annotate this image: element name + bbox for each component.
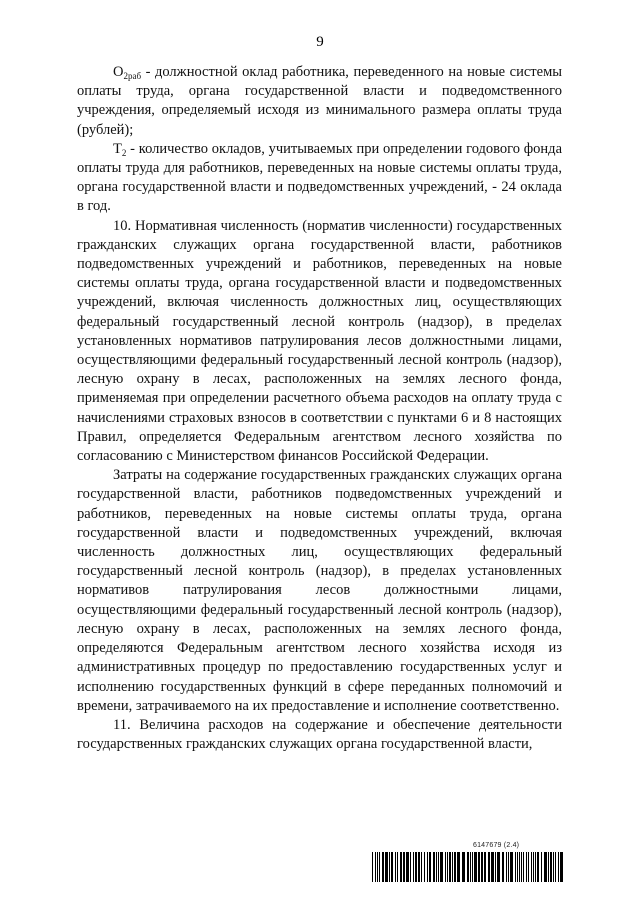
barcode-bar [406,852,409,882]
barcode-bar [379,852,380,882]
barcode-bar [555,852,556,882]
paragraph-section-11: 11. Величина расходов на содержание и обеспечение деятельности государственных гражданских служащих органа государственной власти, [77,716,562,753]
paragraph-section-10: 10. Нормативная численность (норматив численности) государственных гражданских служащих органа государственной власти, работников подведомственных учреждений и работников, переведенных на новые системы оплаты труда, органа государственной власти и подведомственных учреждений, включая численность должностных лиц, осуществляющих федеральный государственный лесной контроль (надзор), в пределах установленных нормативов патрулирования лесов должностными лицами, осуществляющими федеральный государственный лесной контроль (надзор), лесную охрану в лесах, расположенных на землях лесного фонда, применяемая при определении расчетного объема расходов на оплату труда с начислениями страховых взносов в соответствии с пунктами 6 и 8 настоящих Правил, определяется Федеральным агентством лесного хозяйства по согласованию с Министерством финансов Российской Федерации. [77,217,562,465]
page-number: 9 [316,34,324,50]
barcode-bar [515,852,516,882]
barcode-bar [550,852,552,882]
barcode-bar [533,852,534,882]
barcode-bar [457,852,460,882]
barcode-bar [372,852,373,882]
barcode-bar [418,852,420,882]
barcode-bar [537,852,539,882]
barcode-bar [474,852,477,882]
document-body [77,63,562,754]
barcode-bar [452,852,453,882]
barcode-bar [385,852,388,882]
barcode-bar [436,852,437,882]
barcode-bar [427,852,428,882]
barcode-bar [517,852,518,882]
barcode-bar [502,852,504,882]
barcode-bar [410,852,411,882]
barcode-bar [560,852,563,882]
barcode-bar [377,852,378,882]
barcode-bar [454,852,456,882]
barcode-bar [403,852,405,882]
barcode-code: 6147679 (2.4) [473,842,520,849]
barcode-bar [421,852,422,882]
barcode-bar [491,852,494,882]
barcode-bar [526,852,527,882]
barcode-bar [470,852,471,882]
paragraph-text: - количество окладов, учитываемых при определении годового фонда оплаты труда для работников, переведенных на новые системы оплаты труда, органа государственной власти и подведомственных учреждений, - 24 оклада в год. [77,140,562,215]
barcode-bar [506,852,507,882]
barcode-bar [375,852,376,882]
barcode-bar [528,852,529,882]
barcode-bar [558,852,559,882]
barcode-bar [553,852,554,882]
barcode-bar [519,852,520,882]
barcode-bar [440,852,443,882]
barcode-bar [449,852,451,882]
barcode-bar [382,852,384,882]
barcode-bar [544,852,547,882]
barcode-bar [429,852,431,882]
barcode-bar [389,852,390,882]
barcode-bar [395,852,396,882]
barcode-bar [497,852,500,882]
barcode-bar [488,852,490,882]
barcode-bar [481,852,483,882]
barcode-bar [462,852,465,882]
paragraph-salary-definition [77,63,562,140]
symbol-t-subscript: 2 [121,147,127,158]
barcode-image [372,852,564,882]
barcode-bar [438,852,439,882]
barcode-bar [510,852,513,882]
barcode-bar [447,852,448,882]
barcode-bar [415,852,417,882]
symbol-o-subscript: 2раб [123,71,142,81]
barcode-bar [495,852,496,882]
barcode-bar [400,852,402,882]
barcode-bar [531,852,532,882]
barcode-bar [467,852,469,882]
barcode-bar [397,852,398,882]
barcode-bar [484,852,486,882]
barcode-bar [548,852,549,882]
barcode-bar [424,852,425,882]
barcode-bar [445,852,446,882]
barcode-bar [472,852,473,882]
barcode-bar [535,852,536,882]
symbol-o: О [113,64,124,80]
barcode-bar [508,852,509,882]
paragraph-costs: Затраты на содержание государственных гражданских служащих органа государственной власти, работников подведомственных учреждений и работников, переведенных на новые системы оплаты труда, органа государственной власти и подведомственных учреждений, включая численность должностных лиц, осуществляющих федеральный государственный лесной контроль (надзор), в пределах установленных нормативов патрулирования лесов должностными лицами, осуществляющими федеральный государственный лесной контроль (надзор), лесную охрану в лесах, расположенных на землях лесного фонда, определяются Федеральным агентством лесного хозяйства исходя из административных процедур по предоставлению государственных услуг и исполнению государственных функций в сфере переданных полномочий и времени, затрачиваемого на их предоставление и исполнение соответственно. [77,467,562,714]
paragraph-salary-count [77,140,562,217]
barcode-bar [478,852,480,882]
barcode-bar [521,852,522,882]
barcode-bar [541,852,542,882]
symbol-t: Т [113,140,122,157]
barcode-bar [413,852,414,882]
barcode-bar [523,852,524,882]
paragraph-text: - должностной оклад работника, переведенного на новые системы оплаты труда, органа государственной власти и подведомственного учреждения, определяемый исходя из минимального размера оплаты труда (рублей); [77,64,562,138]
barcode-bar [391,852,393,882]
barcode-bar [433,852,435,882]
